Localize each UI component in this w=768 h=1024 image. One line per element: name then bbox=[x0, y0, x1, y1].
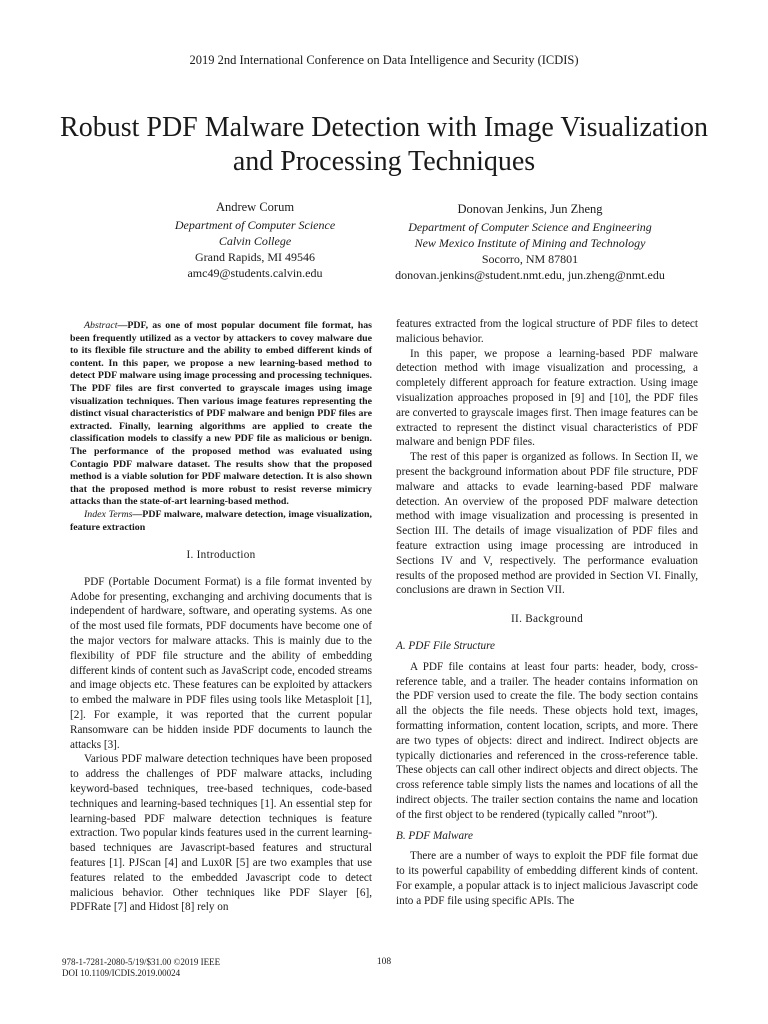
paragraph: In this paper, we propose a learning-based PDF malware detection method with image visualization and processing, a completely different approach for feature extraction. Using image visualization approaches proposed in [9] and [10], the PDF files are converted to grayscale images first. Then image features can be extracted to represent the distinct visual characteristics of PDF malware and benign PDF files. bbox=[396, 347, 698, 449]
abstract bbox=[70, 320, 372, 509]
author-address: Socorro, NM 87801 bbox=[481, 252, 579, 266]
author-name: Andrew Corum bbox=[215, 200, 295, 214]
author-address: Grand Rapids, MI 49546 bbox=[195, 250, 315, 264]
author-block-1 bbox=[120, 199, 390, 281]
paragraph: The rest of this paper is organized as follows. In Section II, we present the background information about PDF file structure, PDF malware and attacks to evade learning-based PDF malware detection. An overview of the proposed PDF malware detection method with image visualization and processing is presented in Section III. The details of image visualization of PDF files and feature extraction using image processing are introduced in Sections IV and V, respectively. The performance evaluation results of the proposed method are provided in Section VI. Finally, conclusions are drawn in Section VII. bbox=[396, 451, 698, 597]
paper-title: Robust PDF Malware Detection with Image Visualization and Processing Techniques bbox=[60, 112, 708, 177]
paragraph: PDF (Portable Document Format) is a file format invented by Adobe for presenting, exchanging and archiving documents that is independent of hardware, software, and operating systems. As one of the most used file formats, PDF documents have become one of the major vectors for malware attacks. This is mainly due to the flexibility of PDF file structure and the ability of embedding different kinds of content such as JavaScript code, encoded streams and image objects etc. These features can be exploited by attackers to embed the malware in PDF files using tools like Metasploit [1], [2]. For example, it was reported that the current popular Ransomware can be hidden inside PDF documents to launch the attacks [3]. bbox=[70, 575, 372, 751]
abstract-label: Abstract bbox=[84, 320, 118, 331]
footer-isbn: 978-1-7281-2080-5/19/$31.00 ©2019 IEEE bbox=[62, 957, 221, 967]
paragraph: Various PDF malware detection techniques have been proposed to address the challenges of PDF malware attacks, including keyword-based techniques, tree-based techniques, code-based techniques and learning-based techniques [1]. An essential step for learning-based PDF malware detection techniques is feature extraction. Two popular kinds features used in the current learning-based techniques are Javascript-based features and structural features [1]. PJScan [4] and Lux0R [5] are two examples that use features related to the embedded Javascript code to detect malicious behavior. Other techniques like PDF Slayer [6], PDFRate [7] and Hidost [8] rely on bbox=[70, 753, 372, 914]
index-terms bbox=[70, 509, 372, 534]
author-email: amc49@students.calvin.edu bbox=[187, 266, 323, 280]
author-department: Department of Computer Science and Engineering bbox=[408, 220, 652, 234]
conference-header: 2019 2nd International Conference on Data Intelligence and Security (ICDIS) bbox=[189, 53, 579, 67]
author-email: donovan.jenkins@student.nmt.edu, jun.zheng@nmt.edu bbox=[395, 268, 665, 282]
author-name: Donovan Jenkins, Jun Zheng bbox=[457, 202, 603, 216]
author-block-2 bbox=[385, 201, 675, 283]
author-institution: Calvin College bbox=[218, 234, 292, 248]
paragraph: A PDF file contains at least four parts: header, body, cross-reference table, and a trailer. The header contains information on the PDF version used to create the file. The body section contains all the objects the file needs. These objects hold text, images, formatting information, content location, scripts, and more. There are two types of objects: direct and indirect. Indirect objects are typically dictionaries and referenced in the cross-reference table. These objects can call other indirect objects and direct objects. The cross reference table simply lists the names and locations of all the indirect objects. The trailer section contains the name and location of the first object to be rendered (typically called ”nroot”). bbox=[396, 660, 698, 821]
section-heading-introduction: I. Introduction bbox=[186, 549, 256, 562]
subsection-heading: A. PDF File Structure bbox=[396, 639, 496, 652]
footer-doi: DOI 10.1109/ICDIS.2019.00024 bbox=[62, 968, 181, 978]
author-department: Department of Computer Science bbox=[174, 218, 336, 232]
index-terms-label: Index Terms bbox=[84, 508, 133, 520]
index-terms-text: —PDF malware, malware detection, image visualization, feature extraction bbox=[70, 508, 373, 533]
left-column bbox=[70, 320, 372, 915]
subsection-heading: B. PDF Malware bbox=[396, 829, 473, 842]
paragraph: features extracted from the logical structure of PDF files to detect malicious behavior. bbox=[396, 318, 698, 345]
paragraph: There are a number of ways to exploit the PDF file format due to its powerful capability of embedding different kinds of content. For example, a popular attack is to inject malicious Javascript code into a PDF file using specific APIs. The bbox=[396, 850, 698, 907]
author-institution: New Mexico Institute of Mining and Technology bbox=[414, 236, 646, 250]
page-number: 108 bbox=[376, 957, 392, 967]
right-column bbox=[396, 317, 698, 908]
section-heading-background: II. Background bbox=[511, 613, 583, 626]
abstract-text: —PDF, as one of most popular document file format, has been frequently utilized as a vector by attackers to covey malware due to its flexible file structure and the ability to embed different kinds of content. In this paper, we propose a new learning-based method to detect PDF malware using image processing and processing techniques. The PDF files are first converted to grayscale images using image visualization techniques. Then various image features representing the distinct visual characteristics of PDF malware and benign PDF files are extracted. Finally, learning algorithms are applied to create the classification models to classify a new PDF file as malicious or benign. The performance of the proposed method was evaluated using Contagio PDF malware dataset. The results show that the proposed method is a viable solution for PDF malware detection. It is also shown that the proposed method is more robust to resist reverse mimicry attacks than the state-of-art learning-based method. bbox=[70, 320, 372, 508]
